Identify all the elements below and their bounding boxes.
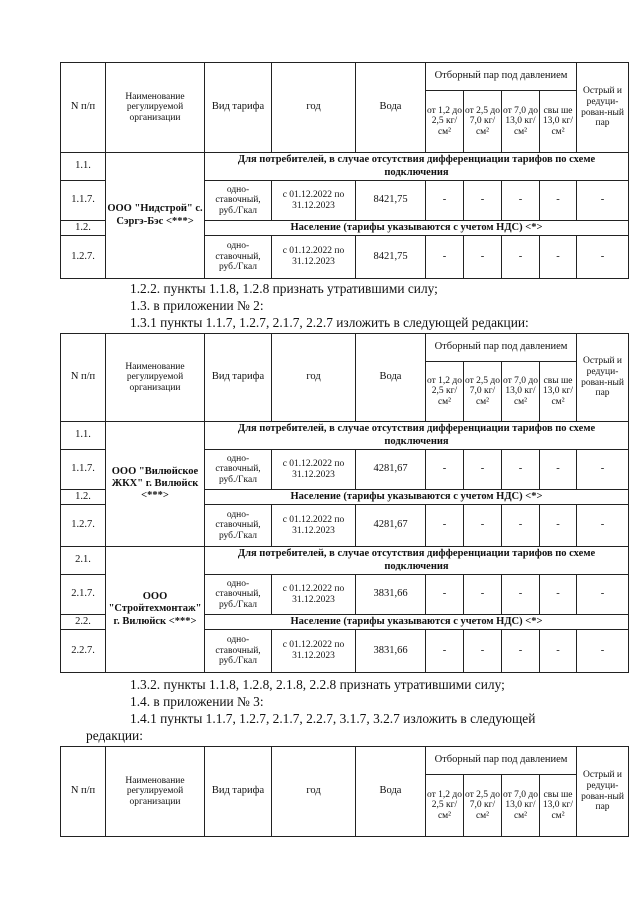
dash-cell: -	[464, 181, 502, 221]
header-year: год	[272, 747, 356, 837]
population-heading: Население (тарифы указываются с учетом НДС) <*>	[205, 490, 629, 505]
tariff-period: с 01.12.2022 по 31.12.2023	[272, 575, 356, 615]
tariff-type: одно-ставочный, руб./Гкал	[205, 450, 272, 490]
row-number: 1.2.	[61, 221, 106, 236]
dash-cell: -	[577, 181, 629, 221]
header-organization: Наименование регулируемой организации	[106, 747, 205, 837]
row-number: 2.2.	[61, 615, 106, 630]
header-water: Вода	[356, 334, 426, 422]
consumers-heading: Для потребителей, в случае отсутствия дифференциации тарифов по схеме подключения	[205, 422, 629, 450]
consumers-heading: Для потребителей, в случае отсутствия дифференциации тарифов по схеме подключения	[205, 153, 629, 181]
water-value: 3831,66	[356, 575, 426, 615]
dash-cell: -	[464, 505, 502, 547]
row-number: 1.1.	[61, 153, 106, 181]
header-tariff-type: Вид тарифа	[205, 747, 272, 837]
dash-cell: -	[426, 505, 464, 547]
dash-cell: -	[502, 181, 540, 221]
dash-cell: -	[502, 630, 540, 673]
dash-cell: -	[426, 181, 464, 221]
row-number: 1.1.7.	[61, 181, 106, 221]
header-water: Вода	[356, 63, 426, 153]
dash-cell: -	[502, 236, 540, 279]
tariff-table-1	[60, 62, 629, 279]
header-n: N п/п	[61, 63, 106, 153]
water-value: 4281,67	[356, 450, 426, 490]
header-n: N п/п	[61, 747, 106, 837]
dash-cell: -	[577, 236, 629, 279]
dash-cell: -	[577, 450, 629, 490]
header-n: N п/п	[61, 334, 106, 422]
organization-name: ООО "Вилюйское ЖКХ" г. Вилюйск <***>	[106, 422, 205, 547]
dash-cell: -	[577, 505, 629, 547]
dash-cell: -	[540, 630, 577, 673]
water-value: 8421,75	[356, 181, 426, 221]
population-heading: Население (тарифы указываются с учетом НДС) <*>	[205, 221, 629, 236]
row-number: 1.2.	[61, 490, 106, 505]
dash-cell: -	[502, 575, 540, 615]
population-heading: Население (тарифы указываются с учетом НДС) <*>	[205, 615, 629, 630]
header-pressure-2: от 2,5 до 7,0 кг/ см²	[464, 775, 502, 837]
header-pressure-3: от 7,0 до 13,0 кг/ см²	[502, 362, 540, 422]
header-pressure-3: от 7,0 до 13,0 кг/ см²	[502, 91, 540, 153]
row-number: 2.1.	[61, 547, 106, 575]
row-number: 1.2.7.	[61, 505, 106, 547]
dash-cell: -	[540, 505, 577, 547]
water-value: 3831,66	[356, 630, 426, 673]
header-pressure-1: от 1,2 до 2,5 кг/ см²	[426, 775, 464, 837]
organization-name: ООО "Нидстрой" с. Сэргэ-Бэс <***>	[106, 153, 205, 279]
tariff-type: одно-ставочный, руб./Гкал	[205, 505, 272, 547]
dash-cell: -	[464, 450, 502, 490]
dash-cell: -	[540, 450, 577, 490]
dash-cell: -	[540, 575, 577, 615]
paragraph-1-4-1-continuation: редакции:	[86, 728, 143, 743]
dash-cell: -	[540, 236, 577, 279]
row-number: 1.1.	[61, 422, 106, 450]
header-year: год	[272, 63, 356, 153]
paragraph-1-3-1: 1.3.1 пункты 1.1.7, 1.2.7, 2.1.7, 2.2.7 изложить в следующей редакции:	[130, 315, 529, 330]
header-steam: Отборный пар под давлением	[426, 63, 577, 91]
tariff-period: с 01.12.2022 по 31.12.2023	[272, 505, 356, 547]
header-pressure-1: от 1,2 до 2,5 кг/ см²	[426, 91, 464, 153]
row-number: 2.1.7.	[61, 575, 106, 615]
tariff-type: одно-ставочный, руб./Гкал	[205, 181, 272, 221]
tariff-period: с 01.12.2022 по 31.12.2023	[272, 630, 356, 673]
tariff-type: одно-ставочный, руб./Гкал	[205, 236, 272, 279]
header-sharp-steam: Острый и редуци-рован-ный пар	[577, 334, 629, 422]
tariff-type: одно-ставочный, руб./Гкал	[205, 575, 272, 615]
paragraph-1-3-2: 1.3.2. пункты 1.1.8, 1.2.8, 2.1.8, 2.2.8 признать утратившими силу;	[130, 677, 505, 692]
header-steam: Отборный пар под давлением	[426, 747, 577, 775]
dash-cell: -	[426, 450, 464, 490]
paragraph-1-3: 1.3. в приложении № 2:	[130, 298, 264, 313]
header-pressure-2: от 2,5 до 7,0 кг/ см²	[464, 362, 502, 422]
header-pressure-4: свы ше 13,0 кг/ см²	[540, 775, 577, 837]
tariff-period: с 01.12.2022 по 31.12.2023	[272, 181, 356, 221]
header-year: год	[272, 334, 356, 422]
header-pressure-4: свы ше 13,0 кг/ см²	[540, 91, 577, 153]
header-pressure-2: от 2,5 до 7,0 кг/ см²	[464, 91, 502, 153]
dash-cell: -	[577, 630, 629, 673]
paragraph-1-2-2: 1.2.2. пункты 1.1.8, 1.2.8 признать утратившими силу;	[130, 281, 438, 296]
dash-cell: -	[540, 181, 577, 221]
organization-name: ООО "Стройтехмонтаж" г. Вилюйск <***>	[106, 547, 205, 673]
tariff-table-2	[60, 333, 629, 673]
water-value: 8421,75	[356, 236, 426, 279]
dash-cell: -	[426, 236, 464, 279]
dash-cell: -	[464, 575, 502, 615]
dash-cell: -	[426, 575, 464, 615]
water-value: 4281,67	[356, 505, 426, 547]
tariff-period: с 01.12.2022 по 31.12.2023	[272, 450, 356, 490]
row-number: 1.2.7.	[61, 236, 106, 279]
header-steam: Отборный пар под давлением	[426, 334, 577, 362]
header-organization: Наименование регулируемой организации	[106, 63, 205, 153]
header-pressure-4: свы ше 13,0 кг/ см²	[540, 362, 577, 422]
dash-cell: -	[502, 505, 540, 547]
dash-cell: -	[464, 236, 502, 279]
header-organization: Наименование регулируемой организации	[106, 334, 205, 422]
dash-cell: -	[464, 630, 502, 673]
header-tariff-type: Вид тарифа	[205, 63, 272, 153]
header-pressure-3: от 7,0 до 13,0 кг/ см²	[502, 775, 540, 837]
tariff-table-3	[60, 746, 629, 837]
row-number: 1.1.7.	[61, 450, 106, 490]
row-number: 2.2.7.	[61, 630, 106, 673]
header-pressure-1: от 1,2 до 2,5 кг/ см²	[426, 362, 464, 422]
consumers-heading: Для потребителей, в случае отсутствия дифференциации тарифов по схеме подключения	[205, 547, 629, 575]
header-tariff-type: Вид тарифа	[205, 334, 272, 422]
paragraph-1-4: 1.4. в приложении № 3:	[130, 694, 264, 709]
paragraph-1-4-1: 1.4.1 пункты 1.1.7, 1.2.7, 2.1.7, 2.2.7, 3.1.7, 3.2.7 изложить в следующей	[130, 711, 536, 726]
tariff-period: с 01.12.2022 по 31.12.2023	[272, 236, 356, 279]
tariff-type: одно-ставочный, руб./Гкал	[205, 630, 272, 673]
dash-cell: -	[426, 630, 464, 673]
dash-cell: -	[577, 575, 629, 615]
header-sharp-steam: Острый и редуци-рован-ный пар	[577, 63, 629, 153]
dash-cell: -	[502, 450, 540, 490]
header-sharp-steam: Острый и редуци-рован-ный пар	[577, 747, 629, 837]
header-water: Вода	[356, 747, 426, 837]
